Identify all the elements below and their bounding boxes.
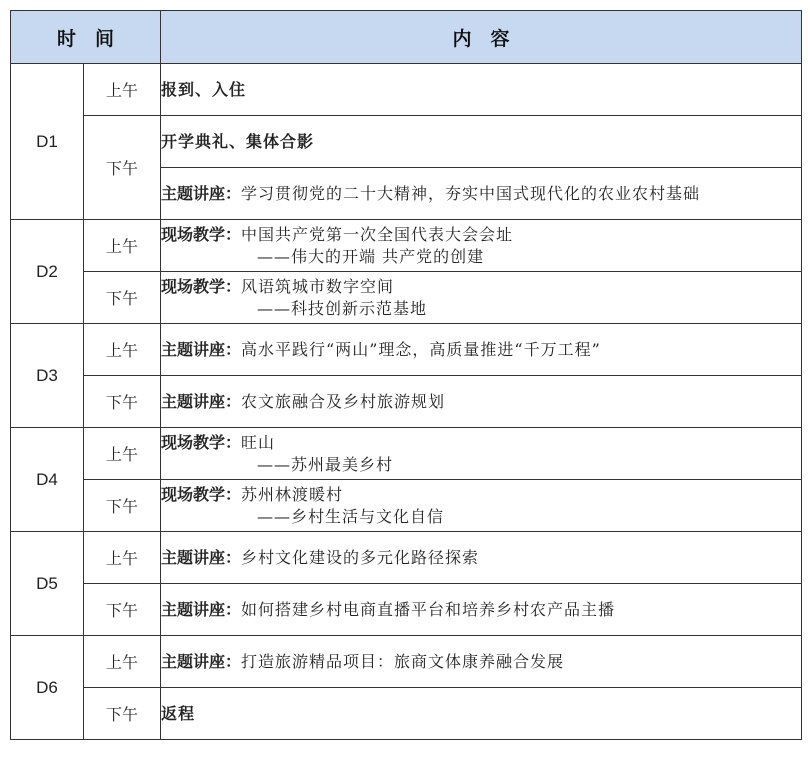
content-cell — [161, 428, 802, 480]
afternoon-label: 下午 — [84, 480, 161, 532]
item-type-label: 现场教学： — [161, 432, 242, 452]
day-label: D5 — [11, 532, 84, 636]
item-text: 报到、入住 — [161, 79, 247, 99]
day-label: D3 — [11, 324, 84, 428]
item-text: 开学典礼、集体合影 — [161, 131, 315, 151]
content-cell — [161, 636, 802, 688]
afternoon-label: 下午 — [84, 116, 161, 220]
item-type-label: 主题讲座： — [161, 651, 242, 671]
item-text: 如何搭建乡村电商直播平台和培养乡村农产品主播 — [241, 599, 616, 619]
item-subtitle: ——伟大的开端 共产党的创建 — [257, 246, 485, 266]
content-cell — [161, 688, 802, 740]
table-row — [11, 376, 802, 428]
day-label: D4 — [11, 428, 84, 532]
item-subtitle: ——科技创新示范基地 — [257, 298, 428, 318]
item-type-label: 现场教学： — [161, 484, 242, 504]
item-text: 农文旅融合及乡村旅游规划 — [241, 391, 446, 411]
table-row — [11, 428, 802, 480]
content-cell — [161, 272, 802, 324]
table-row — [11, 480, 802, 532]
content-cell — [161, 168, 802, 220]
header-time: 时 间 — [11, 11, 161, 64]
item-subtitle: ——乡村生活与文化自信 — [257, 506, 445, 526]
item-text: 风语筑城市数字空间 — [241, 276, 395, 296]
content-cell — [161, 116, 802, 168]
item-type-label: 主题讲座： — [161, 183, 242, 203]
table-row — [11, 272, 802, 324]
table-row — [11, 688, 802, 740]
content-cell — [161, 584, 802, 636]
table-row — [11, 220, 802, 272]
morning-label: 上午 — [84, 532, 161, 584]
content-cell — [161, 376, 802, 428]
item-text: 苏州林渡暖村 — [241, 484, 344, 504]
header-content: 内 容 — [161, 11, 802, 64]
item-text: 学习贯彻党的二十大精神，夯实中国式现代化的农业农村基础 — [241, 183, 701, 203]
item-type-label: 主题讲座： — [161, 391, 242, 411]
morning-label: 上午 — [84, 636, 161, 688]
table-row — [11, 532, 802, 584]
morning-label: 上午 — [84, 220, 161, 272]
schedule-table — [10, 10, 802, 740]
item-text: 中国共产党第一次全国代表大会会址 — [241, 224, 514, 244]
afternoon-label: 下午 — [84, 688, 161, 740]
day-label: D6 — [11, 636, 84, 740]
item-text: 乡村文化建设的多元化路径探索 — [241, 547, 480, 567]
afternoon-label: 下午 — [84, 272, 161, 324]
table-row — [11, 64, 802, 116]
item-type-label: 主题讲座： — [161, 339, 242, 359]
item-type-label: 现场教学： — [161, 276, 242, 296]
afternoon-label: 下午 — [84, 376, 161, 428]
table-row — [11, 584, 802, 636]
item-text: 返程 — [161, 703, 196, 723]
afternoon-label: 下午 — [84, 584, 161, 636]
table-row — [11, 636, 802, 688]
item-type-label: 主题讲座： — [161, 599, 242, 619]
content-cell — [161, 64, 802, 116]
content-cell — [161, 480, 802, 532]
morning-label: 上午 — [84, 324, 161, 376]
morning-label: 上午 — [84, 428, 161, 480]
item-text: 高水平践行“两山”理念，高质量推进“千万工程” — [241, 339, 601, 359]
content-cell — [161, 324, 802, 376]
content-cell — [161, 220, 802, 272]
morning-label: 上午 — [84, 64, 161, 116]
day-label: D2 — [11, 220, 84, 324]
content-cell — [161, 532, 802, 584]
item-type-label: 主题讲座： — [161, 547, 242, 567]
table-row — [11, 116, 802, 168]
item-text: 打造旅游精品项目：旅商文体康养融合发展 — [241, 651, 565, 671]
day-label: D1 — [11, 64, 84, 220]
table-row — [11, 324, 802, 376]
item-subtitle: ——苏州最美乡村 — [257, 454, 394, 474]
item-type-label: 现场教学： — [161, 224, 242, 244]
table-header-row — [11, 11, 802, 64]
item-text: 旺山 — [241, 432, 276, 452]
